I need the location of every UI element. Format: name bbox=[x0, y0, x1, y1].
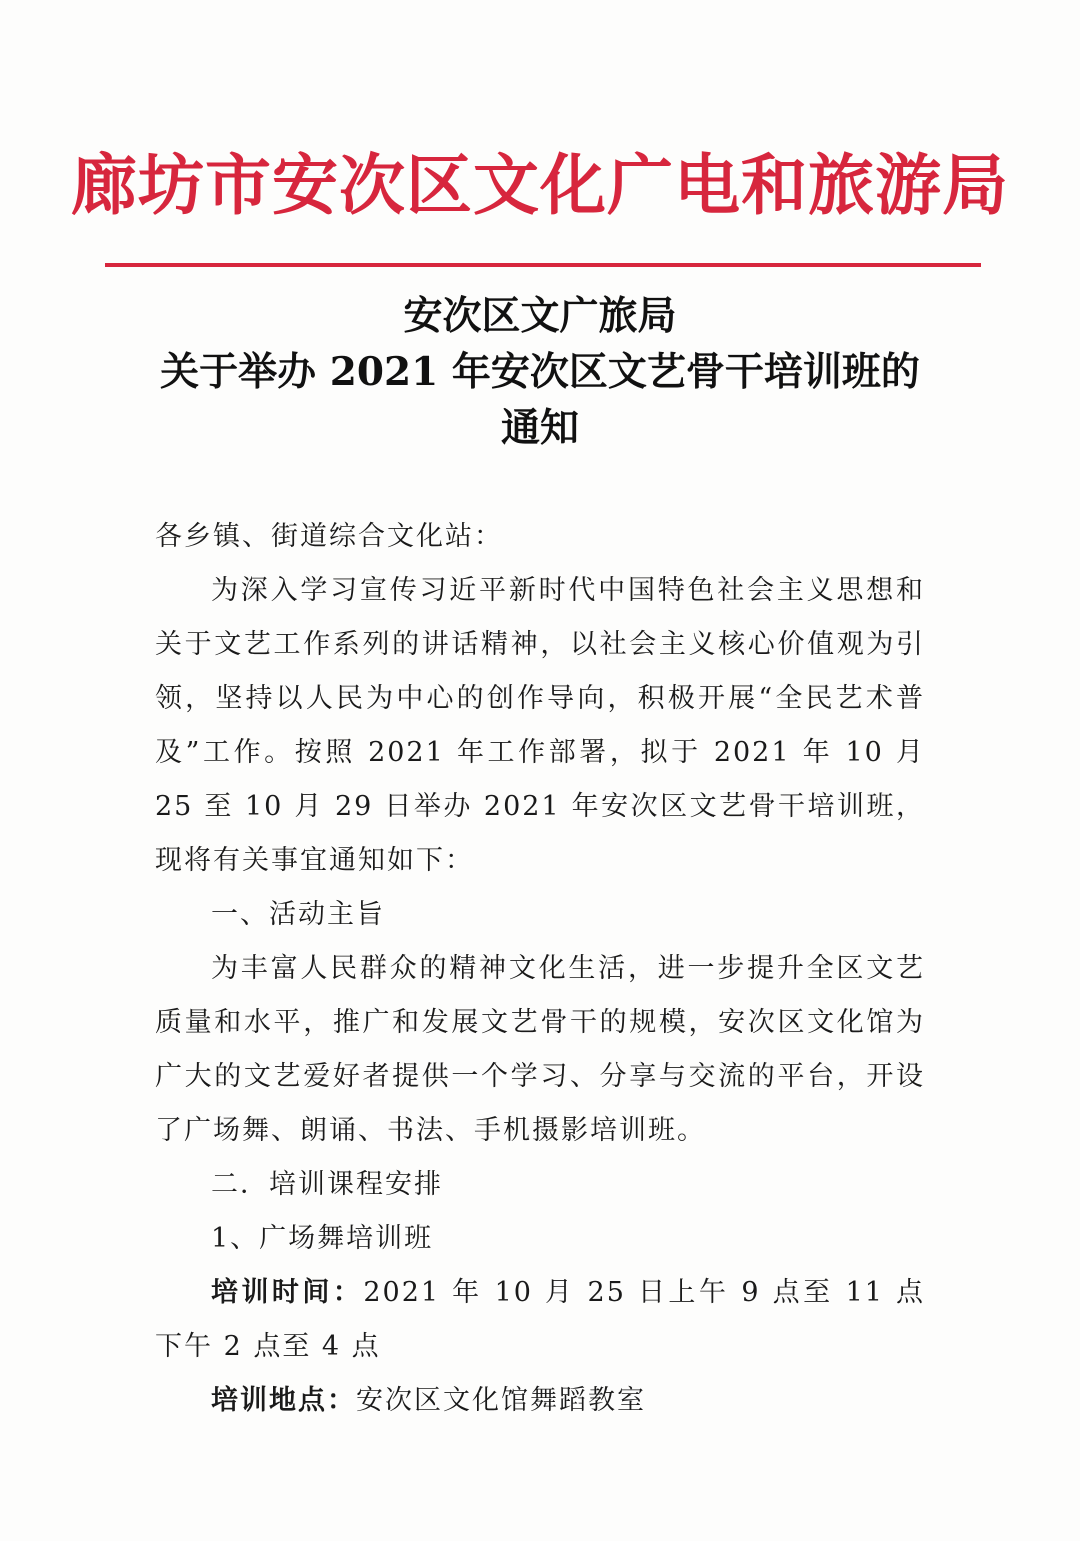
course-1-place-value: 安次区文化馆舞蹈教室 bbox=[356, 1385, 646, 1416]
letterhead-red-rule bbox=[105, 263, 981, 267]
course-1-place bbox=[155, 1374, 925, 1428]
title-line-3: 通知 bbox=[500, 405, 579, 451]
section-2-heading: 二．培训课程安排 bbox=[211, 1169, 443, 1200]
course-1-time-label: 培训时间： bbox=[211, 1277, 364, 1308]
letterhead-title: 廊坊市安次区文化广电和旅游局 bbox=[71, 146, 1009, 224]
document-title bbox=[0, 288, 1080, 456]
document-body bbox=[155, 510, 925, 1428]
intro-paragraph: 为深入学习宣传习近平新时代中国特色社会主义思想和关于文艺工作系列的讲话精神，以社会主义核心价值观为引领，坚持以人民为中心的创作导向，积极开展“全民艺术普及”工作。按照 2021 年工作部署，拟于 2021 年 10 月 25 至 10 月 29 日举办 2021 年安次区文艺骨干培训班，现将有关事宜通知如下： bbox=[155, 575, 925, 876]
course-1-heading: 1、广场舞培训班 bbox=[211, 1223, 434, 1254]
title-line-1: 安次区文广旅局 bbox=[403, 293, 677, 339]
course-1-place-label: 培训地点： bbox=[211, 1385, 356, 1416]
course-1-time-value: 2021 年 10 月 25 日上午 9 点至 11 点 下午 2 点至 4 点 bbox=[155, 1277, 926, 1362]
course-1-time bbox=[155, 1266, 925, 1374]
salutation: 各乡镇、街道综合文化站： bbox=[155, 521, 503, 552]
section-1-heading: 一、活动主旨 bbox=[211, 899, 385, 930]
section-1-paragraph: 为丰富人民群众的精神文化生活，进一步提升全区文艺质量和水平，推广和发展文艺骨干的规模，安次区文化馆为广大的文艺爱好者提供一个学习、分享与交流的平台，开设了广场舞、朗诵、书法、手机摄影培训班。 bbox=[155, 953, 925, 1146]
title-line-2: 关于举办 2021 年安次区文艺骨干培训班的 bbox=[160, 349, 920, 395]
